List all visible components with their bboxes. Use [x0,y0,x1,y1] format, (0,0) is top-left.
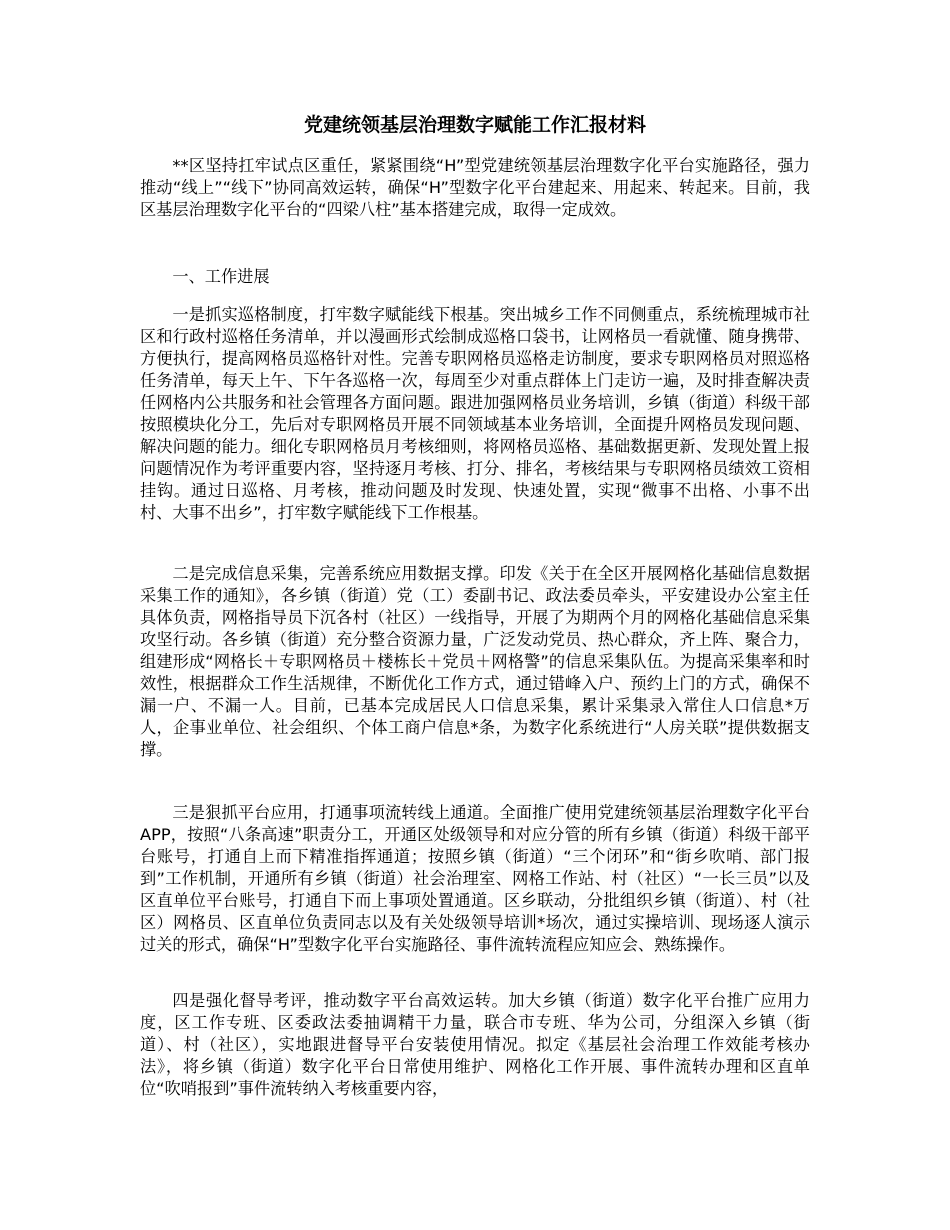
intro-paragraph: **区坚持扛牢试点区重任，紧紧围绕“H”型党建统领基层治理数字化平台实施路径，强力推动“线上”“线下”协同高效运转，确保“H”型数字化平台建起来、用起来、转起来。目前，我区基层治理数字化平台的“四梁八柱”基本搭建完成，取得一定成效。 [140,156,810,219]
paragraph-4: 四是强化督导考评，推动数字平台高效运转。加大乡镇（街道）数字化平台推广应用力度，区工作专班、区委政法委抽调精干力量，联合市专班、华为公司，分组深入乡镇（街道）、村（社区），实地跟进督导平台安装使用情况。拟定《基层社会治理工作效能考核办法》，将乡镇（街道）数字化平台日常使用维护、网格化工作开展、事件流转办理和区直单位“吹哨报到”事件流转纳入考核重要内容， [140,991,810,1098]
paragraph-1: 一是抓实巡格制度，打牢数字赋能线下根基。突出城乡工作不同侧重点，系统梳理城市社区和行政村巡格任务清单，并以漫画形式绘制成巡格口袋书，让网格员一看就懂、随身携带、方便执行，提高网格员巡格针对性。完善专职网格员巡格走访制度，要求专职网格员对照巡格任务清单，每天上午、下午各巡格一次，每周至少对重点群体上门走访一遍，及时排查解决责任网格内公共服务和社会管理各方面问题。跟进加强网格员业务培训，乡镇（街道）科级干部按照模块化分工，先后对专职网格员开展不同领域基本业务培训，全面提升网格员发现问题、解决问题的能力。细化专职网格员月考核细则，将网格员巡格、基础数据更新、发现处置上报问题情况作为考评重要内容，坚持逐月考核、打分、排名，考核结果与专职网格员绩效工资相挂钩。通过日巡格、月考核，推动问题及时发现、快速处置，实现“微事不出格、小事不出村、大事不出乡”，打牢数字赋能线下工作根基。 [140,305,810,522]
paragraph-2: 二是完成信息采集，完善系统应用数据支撑。印发《关于在全区开展网格化基础信息数据采集工作的通知》，各乡镇（街道）党（工）委副书记、政法委员牵头，平安建设办公室主任具体负责，网格指导员下沉各村（社区）一线指导，开展了为期两个月的网格化基础信息采集攻坚行动。各乡镇（街道）充分整合资源力量，广泛发动党员、热心群众，齐上阵、聚合力，组建形成“网格长＋专职网格员＋楼栋长＋党员＋网格警”的信息采集队伍。为提高采集率和时效性，根据群众工作生活规律，不断优化工作方式，通过错峰入户、预约上门的方式，确保不漏一户、不漏一人。目前，已基本完成居民人口信息采集，累计采集录入常住人口信息*万人，企事业单位、社会组织、个体工商户信息*条，为数字化系统进行“人房关联”提供数据支撑。 [140,564,810,759]
section-heading: 一、工作进展 [172,267,270,286]
paragraph-3: 三是狠抓平台应用，打通事项流转线上通道。全面推广使用党建统领基层治理数字化平台 APP，按照“八条高速”职责分工，开通区处级领导和对应分管的所有乡镇（街道）科级干部平台账号，打通自上而下精准指挥通道；按照乡镇（街道）“三个闭环”和“街乡吹哨、部门报到”工作机制，开通所有乡镇（街道）社会治理室、网格工作站、村（社区）“一长三员”以及区直单位平台账号，打通自下而上事项处置通道。区乡联动，分批组织乡镇（街道）、村（社区）网格员、区直单位负责同志以及有关处级领导培训*场次，通过实操培训、现场逐人演示过关的形式，确保“H”型数字化平台实施路径、事件流转流程应知应会、熟练操作。 [140,803,810,954]
document-title: 党建统领基层治理数字赋能工作汇报材料 [303,114,646,136]
